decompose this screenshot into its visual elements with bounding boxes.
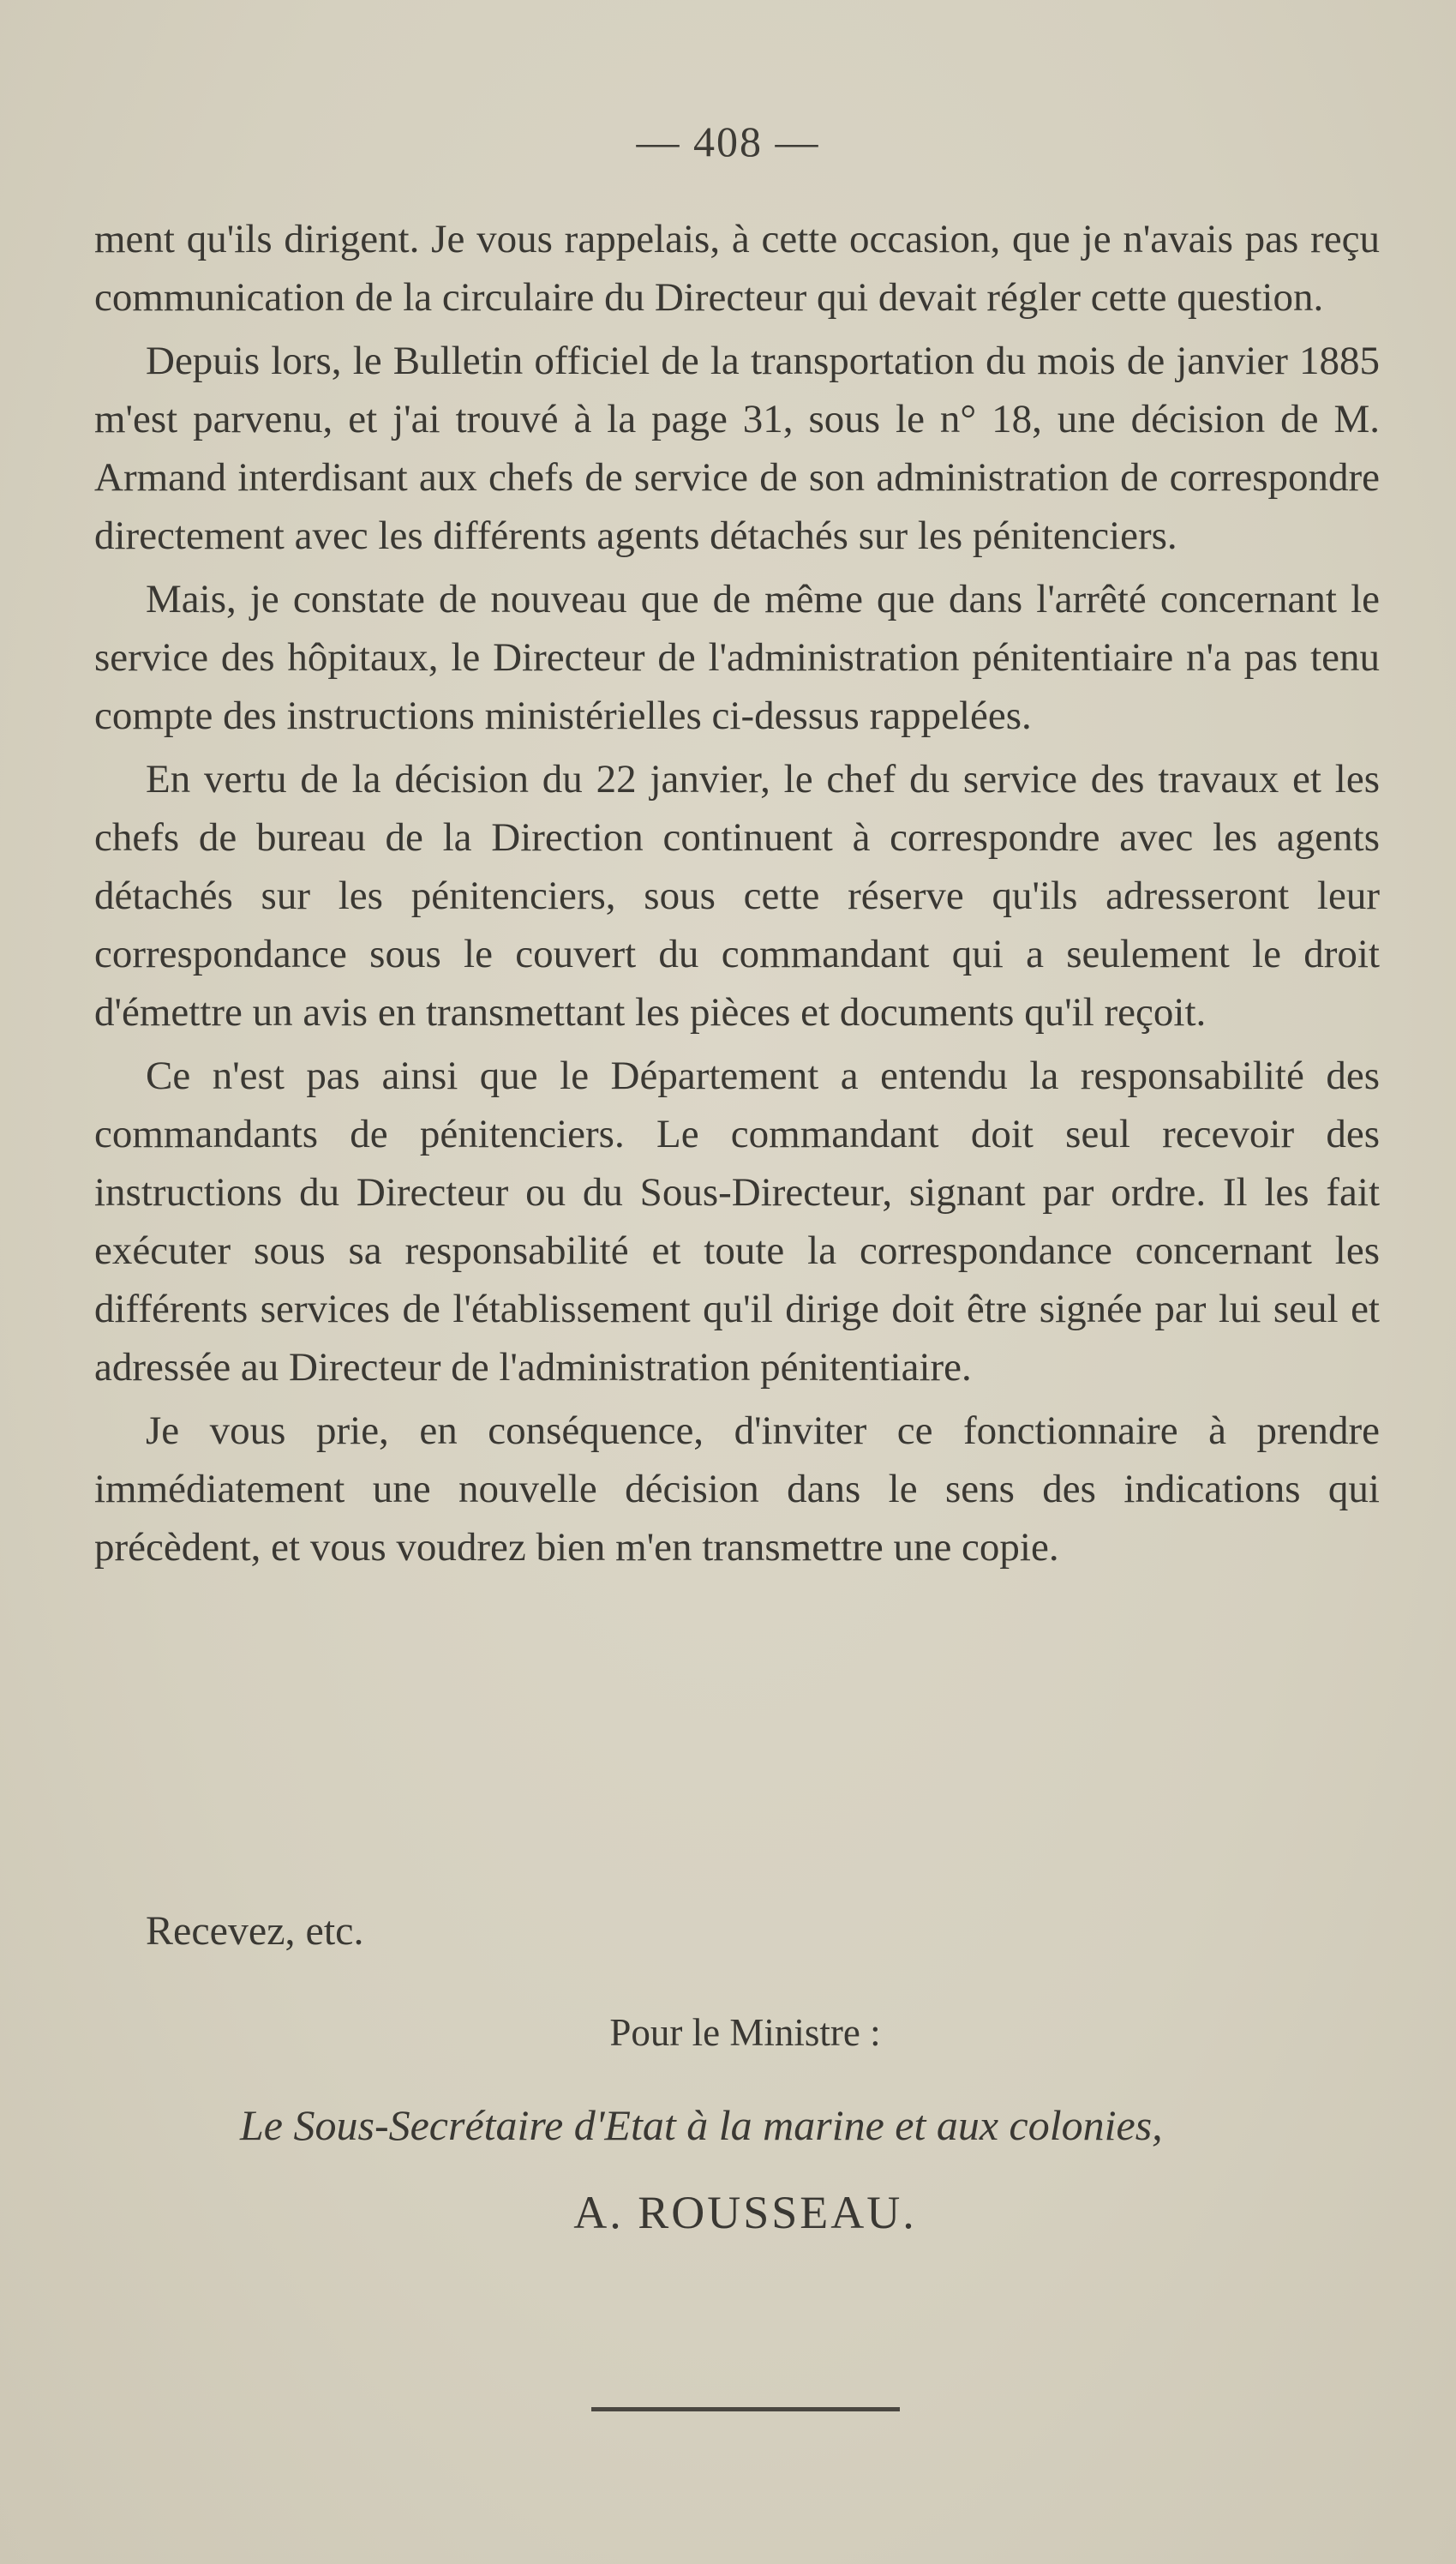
body-text xyxy=(94,210,1380,1582)
paragraph-1: ment qu'ils dirigent. Je vous rappelais, à cette occasion, que je n'avais pas reçu communication de la circulaire du Directeur qui devait régler cette question. xyxy=(94,217,1380,320)
end-rule xyxy=(591,2407,900,2411)
paragraph-4: En vertu de la décision du 22 janvier, le chef du service des travaux et les chefs de bureau de la Direction continuent à correspondre avec les agents détachés sur les pénitenciers, sous cette réserve qu'ils adresseront leur correspondance sous le couvert du commandant qui a seulement le droit d'émettre un avis en transmettant les pièces et documents qu'il reçoit. xyxy=(94,757,1380,1035)
on-behalf-line: Pour le Ministre : xyxy=(609,2011,881,2054)
paragraph-6: Je vous prie, en conséquence, d'inviter ce fonctionnaire à prendre immédiatement une nouvelle décision dans le sens des indications qui précèdent, et vous voudrez bien m'en transmettre une copie. xyxy=(94,1408,1380,1570)
signatory-name: A. ROUSSEAU. xyxy=(573,2187,917,2238)
paragraph-5: Ce n'est pas ainsi que le Département a entendu la responsabilité des commandants de pénitenciers. Le commandant doit seul recevoir des instructions du Directeur ou du Sous-Directeur, signant par ordre. Il les fait exécuter sous sa responsabilité et toute la correspondance concernant les différents services de l'établissement qu'il dirige doit être signée par lui seul et adressée au Directeur de l'administration pénitentiaire. xyxy=(94,1054,1380,1390)
paragraph-3: Mais, je constate de nouveau que de même que dans l'arrêté concernant le service des hôpitaux, le Directeur de l'administration pénitentiaire n'a pas tenu compte des instructions ministérielles ci-dessus rappelées. xyxy=(94,577,1380,738)
signatory-title: Le Sous-Secrétaire d'Etat à la marine et aux colonies, xyxy=(240,2101,1163,2149)
page-number: — 408 — xyxy=(636,117,820,165)
closing-formula: Recevez, etc. xyxy=(146,1908,364,1954)
paragraph-2: Depuis lors, le Bulletin officiel de la transportation du mois de janvier 1885 m'est parvenu, et j'ai trouvé à la page 31, sous le n° 18, une décision de M. Armand interdisant aux chefs de service de son administration de correspondre directement avec les différents agents détachés sur les pénitenciers. xyxy=(94,339,1380,558)
